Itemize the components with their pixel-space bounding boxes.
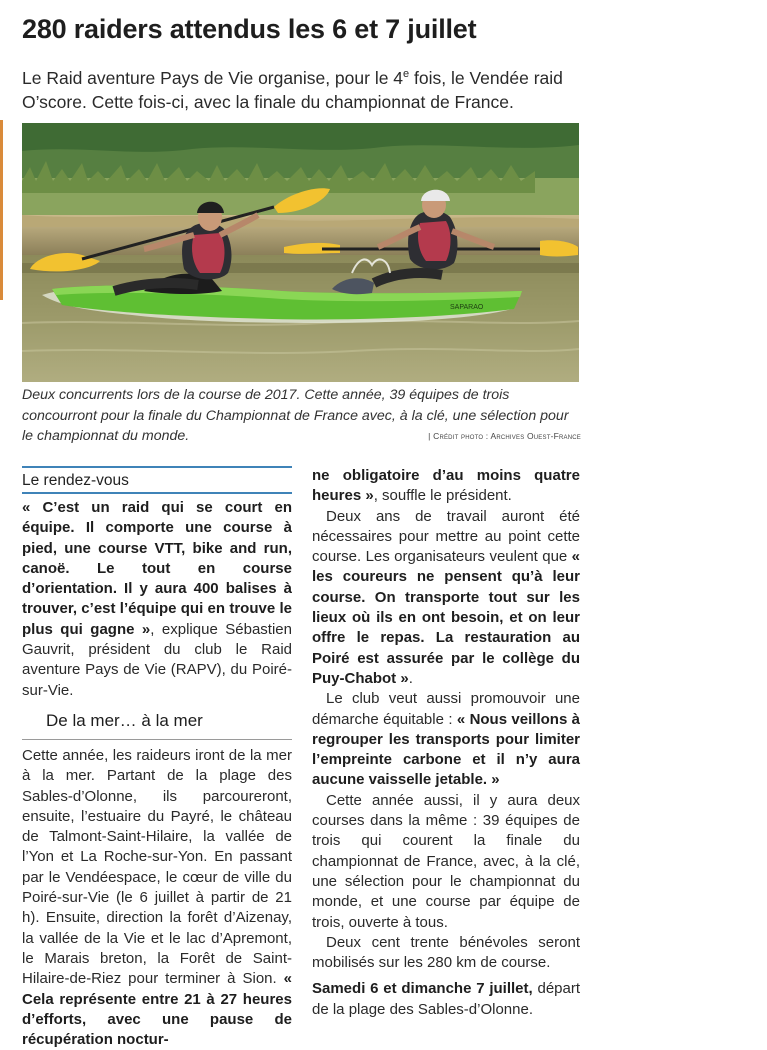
equitable-quote: « Nous veillons à regrouper les transports pour limiter l’empreinte carbone et il n’y aura aucune vaisselle jetable. »	[312, 710, 580, 789]
lede-ordinal-suffix: e	[403, 68, 410, 80]
paragraph-continuation	[312, 466, 580, 507]
kayak-brand-label: SAPARAO	[450, 304, 484, 311]
paragraph-quote-intro	[22, 498, 292, 701]
paragraph-dates	[312, 979, 580, 1020]
continuation-text: , souffle le président.	[373, 487, 512, 505]
dates-text: départ de la plage des Sables-d’Olonne.	[312, 980, 581, 1018]
paragraph-route	[22, 746, 292, 1050]
section-label: Le rendez-vous	[22, 472, 129, 489]
organisation-end: .	[408, 669, 413, 687]
photo-caption: Deux concurrents lors de la course de 2017. Cette année, 39 équipes de trois concourront pour la finale du Championnat de France avec, à la clé, une sélection pour le championnat du monde.	[22, 387, 569, 444]
article-lede	[22, 62, 622, 114]
lede-text-start: Le Raid aventure Pays de Vie organise, pour le 4	[22, 67, 404, 88]
article-title: 280 raiders attendus les 6 et 7 juillet	[22, 14, 477, 44]
paragraph-volunteers: Deux cent trente bénévoles seront mobilisés sur les 280 km de course.	[312, 933, 580, 972]
dates-bold: Samedi 6 et dimanche 7 juillet,	[312, 980, 533, 998]
paragraph-organisation	[312, 507, 580, 690]
paragraph-equitable	[312, 689, 580, 790]
continuation-quote: ne obligatoire d’au moins quatre heures »	[312, 467, 580, 505]
right-column	[312, 466, 580, 1020]
section-rule-bottom	[22, 492, 292, 494]
subheading: De la mer… à la mer	[46, 710, 203, 730]
lede-text-end: fois, le Vendée raid O’score. Cette fois-ci, avec la finale du championnat de France.	[22, 67, 563, 112]
equitable-text: Le club veut aussi promouvoir une démarche équitable :	[312, 690, 580, 728]
quote-attribution: , explique Sébastien Gauvrit, président du club le Raid aventure Pays de Vie (RAPV), du Poiré-sur-Vie.	[22, 620, 292, 699]
photo-credit: | Crédit photo : Archives Ouest-France	[428, 431, 581, 441]
route-quote: « Cela représente entre 21 à 27 heures d’efforts, avec une pause de récupération noctur-	[22, 970, 292, 1049]
quote-intro: « C’est un raid qui se court en équipe. Il comporte une course à pied, une course VTT, bike and run, canoë. Le tout en course d’orientation. Il y aura 400 balises à trouver, c’est l’équipe qui en trouve le plus qui gagne »	[22, 499, 292, 638]
page-edge-marker	[0, 120, 3, 300]
route-text: Cette année, les raideurs iront de la mer à la mer. Partant de la plage des Sables-d’Olonne, ils parcoureront, ensuite, l’estuaire du Payré, le château de Talmont-Saint-Hilaire, la vallée de l’Yon et La Roche-sur-Yon. En passant par le Vendéespace, le cœur de ville du Poiré-sur-Vie (le 6 juillet à partir de 21 h). Ensuite, direction la forêt d’Aizenay, la vallée de la Vie et le lac d’Apremont, le Marais breton, la Forêt de Saint-Hilaire-de-Riez pour terminer à Sion.	[22, 746, 292, 988]
paragraph-two-races: Cette année aussi, il y aura deux courses dans la même : 39 équipes de trois qui courent la finale du championnat de France, avec, à la clé, une sélection pour le championnat du monde, et une course par équipe de trois, ouverte à tous.	[312, 791, 580, 931]
article-photo	[22, 123, 579, 382]
left-column	[22, 466, 292, 1050]
organisation-quote: « les coureurs ne pensent qu’à leur course. On transporte tout sur les lieux où ils en ont besoin, et on leur offre le repas. La restauration au Poiré est assurée par le collège du Puy-Chabot »	[312, 548, 580, 687]
organisation-text: Deux ans de travail auront été nécessaires pour mettre au point cette course. Les organisateurs veulent que	[312, 507, 580, 566]
subheading-rule	[22, 739, 292, 740]
